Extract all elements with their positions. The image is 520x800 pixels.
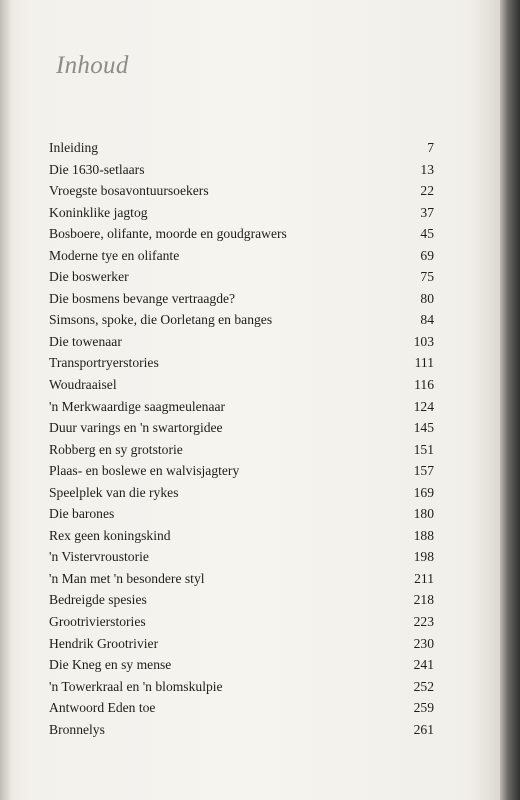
toc-entry <box>49 676 434 698</box>
toc-entry <box>49 159 434 181</box>
toc-entry <box>49 417 434 439</box>
toc-entry-title: Vroegste bosavontuursoekers <box>49 183 209 199</box>
toc-entry-title: Die boswerker <box>49 269 129 285</box>
toc-entry-page-number: 75 <box>420 269 434 285</box>
toc-entry-page-number: 218 <box>413 592 434 608</box>
toc-entry <box>49 396 434 418</box>
toc-entry-title: Woudraaisel <box>49 377 117 393</box>
toc-entry <box>49 202 434 224</box>
toc-entry <box>49 503 434 525</box>
toc-entry <box>49 589 434 611</box>
toc-entry <box>49 611 434 633</box>
toc-entry <box>49 309 434 331</box>
toc-entry <box>49 525 434 547</box>
table-of-contents <box>49 137 434 740</box>
toc-entry-title: Die barones <box>49 506 115 522</box>
page-title: Inhoud <box>56 52 129 79</box>
toc-entry <box>49 719 434 741</box>
toc-entry-page-number: 211 <box>414 570 434 586</box>
toc-entry-title: Antwoord Eden toe <box>49 700 156 716</box>
toc-entry-page-number: 198 <box>413 549 434 565</box>
toc-entry-title: Bosboere, olifante, moorde en goudgrawers <box>49 226 287 242</box>
toc-entry <box>49 654 434 676</box>
toc-entry-page-number: 157 <box>413 463 434 479</box>
page-edge <box>500 0 520 800</box>
toc-entry-title: Plaas- en boslewe en walvisjagtery <box>49 463 240 479</box>
toc-entry-page-number: 13 <box>420 161 434 177</box>
toc-entry-title: Grootrivierstories <box>49 614 146 630</box>
spine-shadow <box>0 0 12 800</box>
toc-entry-page-number: 252 <box>413 678 434 694</box>
toc-entry <box>49 697 434 719</box>
toc-entry-page-number: 84 <box>420 312 434 328</box>
toc-entry <box>49 137 434 159</box>
toc-entry <box>49 439 434 461</box>
toc-entry-page-number: 111 <box>414 355 434 371</box>
toc-entry <box>49 374 434 396</box>
toc-entry-page-number: 69 <box>420 247 434 263</box>
toc-entry-title: Duur varings en 'n swartorgidee <box>49 420 223 436</box>
toc-entry-title: Die towenaar <box>49 333 122 349</box>
toc-entry <box>49 288 434 310</box>
toc-entry-page-number: 37 <box>420 204 434 220</box>
toc-entry-title: Hendrik Grootrivier <box>49 635 159 651</box>
toc-entry-title: 'n Man met 'n besondere styl <box>49 570 205 586</box>
toc-entry-title: Rex geen koningskind <box>49 527 171 543</box>
toc-entry <box>49 568 434 590</box>
toc-entry <box>49 482 434 504</box>
toc-entry-title: Speelplek van die rykes <box>49 484 179 500</box>
toc-entry-title: 'n Vistervroustorie <box>49 549 149 565</box>
toc-entry-title: 'n Towerkraal en 'n blomskulpie <box>49 678 223 694</box>
toc-entry-title: Robberg en sy grotstorie <box>49 441 183 457</box>
toc-entry-title: Die Kneg en sy mense <box>49 657 172 673</box>
toc-entry-title: Die 1630-setlaars <box>49 161 145 177</box>
toc-entry <box>49 352 434 374</box>
toc-entry-page-number: 45 <box>420 226 434 242</box>
toc-entry-title: Moderne tye en olifante <box>49 247 180 263</box>
toc-entry <box>49 223 434 245</box>
toc-entry <box>49 633 434 655</box>
toc-entry-page-number: 22 <box>420 183 434 199</box>
toc-entry-page-number: 124 <box>413 398 434 414</box>
toc-entry-page-number: 151 <box>413 441 434 457</box>
toc-entry-page-number: 116 <box>414 377 434 393</box>
toc-entry-page-number: 80 <box>420 290 434 306</box>
toc-entry-page-number: 230 <box>413 635 434 651</box>
toc-entry-page-number: 103 <box>413 333 434 349</box>
toc-entry-page-number: 180 <box>413 506 434 522</box>
toc-entry-page-number: 169 <box>413 484 434 500</box>
toc-entry-title: Die bosmens bevange vertraagde? <box>49 290 236 306</box>
toc-entry-page-number: 145 <box>413 420 434 436</box>
toc-entry-title: Inleiding <box>49 140 99 155</box>
toc-entry-page-number: 259 <box>413 700 434 716</box>
toc-entry <box>49 546 434 568</box>
toc-entry-page-number: 223 <box>413 614 434 630</box>
toc-entry-page-number: 188 <box>413 527 434 543</box>
toc-entry-title: Bronnelys <box>49 721 105 737</box>
toc-entry-title: Simsons, spoke, die Oorletang en banges <box>49 312 273 328</box>
toc-entry-title: Bedreigde spesies <box>49 592 147 608</box>
toc-entry <box>49 245 434 267</box>
toc-entry-title: Koninklike jagtog <box>49 204 148 220</box>
toc-entry-page-number: 261 <box>413 721 434 737</box>
toc-entry <box>49 266 434 288</box>
toc-entry-page-number: 7 <box>427 140 434 155</box>
toc-entry <box>49 460 434 482</box>
toc-entry-title: 'n Merkwaardige saagmeulenaar <box>49 398 226 414</box>
toc-entry <box>49 331 434 353</box>
toc-entry <box>49 180 434 202</box>
toc-entry-title: Transportryerstories <box>49 355 159 371</box>
toc-entry-page-number: 241 <box>413 657 434 673</box>
